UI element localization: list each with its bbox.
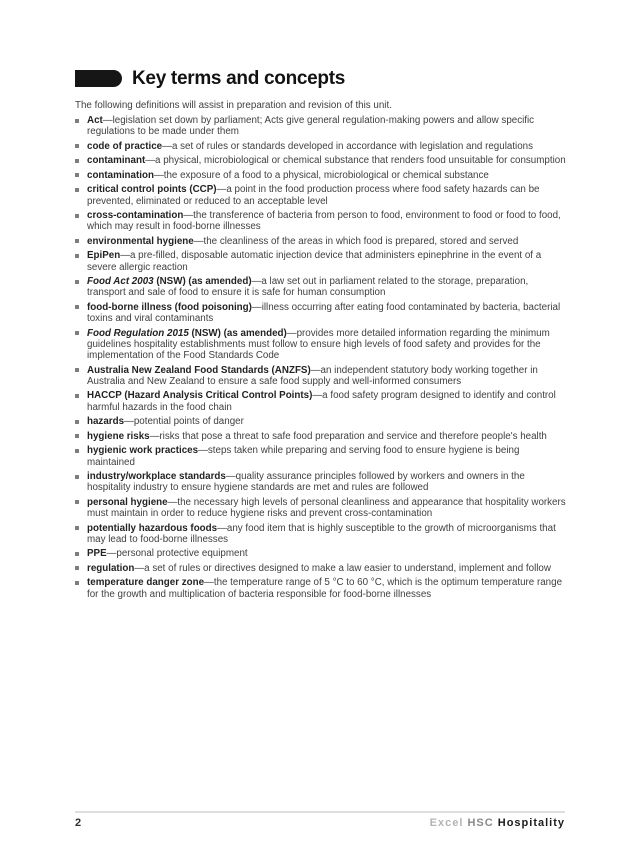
term-text	[87, 236, 567, 247]
term-name: Food Act 2003	[87, 276, 154, 288]
term-separator: —	[286, 327, 297, 339]
term-definition: the transference of bacteria from person to food, environment to food or food to food, which may result in food-borne illnesses	[87, 210, 561, 233]
term-text	[87, 170, 567, 181]
term-name: hygiene risks	[87, 430, 150, 442]
term-separator: —	[310, 364, 321, 376]
brand-hsc: HSC	[467, 817, 494, 829]
term-name: cross-contamination	[87, 210, 184, 222]
footer-rule	[75, 811, 565, 813]
intro-text: The following definitions will assist in preparation and revision of this unit.	[75, 100, 392, 111]
bullet-square-icon	[75, 331, 79, 335]
list-item	[75, 328, 567, 362]
term-definition: a pre-filled, disposable automatic injection device that administers epinephrine in the event of a severe allergic reaction	[87, 250, 542, 273]
term-separator: —	[198, 445, 208, 457]
term-definition: a food safety program designed to identify and control harmful hazards in the food chain	[87, 390, 556, 413]
term-name: industry/workplace standards	[87, 471, 226, 483]
term-definition: the temperature range of 5 °C to 60 °C, which is the optimum temperature range for the growth and multiplication of bacteria responsible for food-borne illnesses	[87, 577, 563, 600]
term-definition: a set of rules or standards developed in accordance with legislation and regulations	[171, 140, 534, 152]
term-separator: —	[225, 471, 236, 483]
term-definition: quality assurance principles followed by workers and owners in the hospitality industry to ensure hygiene standards are met and rules are followed	[87, 471, 525, 494]
term-separator: —	[204, 577, 214, 589]
list-item	[75, 390, 567, 413]
bullet-square-icon	[75, 214, 79, 218]
term-definition: provides more detailed information regarding the minimum guidelines hospitality establishments must follow to ensure high levels of food safety and provides for the implementation of the Food Standards Code	[87, 327, 550, 362]
term-text	[87, 210, 567, 233]
page-title: Key terms and concepts	[132, 68, 346, 89]
term-definition: legislation set down by parliament; Acts give general regulation-making powers and allow specific regulations to be made under them	[87, 115, 535, 138]
brand-logotype	[430, 817, 565, 829]
term-text	[87, 497, 567, 520]
terms-list	[75, 115, 567, 603]
bullet-square-icon	[75, 254, 79, 258]
list-item	[75, 276, 567, 299]
term-definition: potential points of danger	[133, 416, 244, 428]
list-item	[75, 563, 567, 574]
bullet-square-icon	[75, 368, 79, 372]
list-item	[75, 548, 567, 559]
term-separator: —	[167, 496, 178, 508]
bullet-square-icon	[75, 305, 79, 309]
bullet-square-icon	[75, 119, 79, 123]
list-item	[75, 497, 567, 520]
term-name: PPE	[87, 548, 107, 560]
list-item	[75, 365, 567, 388]
bullet-square-icon	[75, 552, 79, 556]
list-item	[75, 210, 567, 233]
term-name: hazards	[87, 416, 125, 428]
bullet-square-icon	[75, 449, 79, 453]
term-name: hygienic work practices	[87, 445, 199, 457]
bullet-square-icon	[75, 394, 79, 398]
list-item	[75, 155, 567, 166]
brand-excel: Excel	[429, 817, 464, 829]
term-suffix: (NSW) (as amended)	[188, 327, 287, 339]
term-definition: the necessary high levels of personal cleanliness and appearance that hospitality workers must maintain in order to reduce hygiene risks and prevent cross-contamination	[87, 496, 566, 520]
term-separator: —	[153, 169, 164, 181]
list-item	[75, 416, 567, 427]
term-text	[87, 390, 567, 413]
term-text	[87, 115, 567, 138]
term-definition: illness occurring after eating food contaminated by bacteria, bacterial toxins and viral contaminants	[87, 301, 561, 325]
section-header	[75, 69, 345, 88]
term-definition: a law set out in parliament related to the storage, preparation, transport and sale of food to ensure it is safe for human consumption	[87, 276, 529, 299]
term-definition: any food item that is highly susceptible to the growth of microorganisms that may lead to food-borne illnesses	[87, 522, 556, 545]
term-separator: —	[120, 250, 131, 262]
term-name: environmental hygiene	[87, 235, 194, 247]
term-text	[87, 276, 567, 299]
term-name: potentially hazardous foods	[87, 522, 218, 534]
list-item	[75, 250, 567, 273]
list-item	[75, 577, 567, 600]
list-item	[75, 431, 567, 442]
term-separator: —	[217, 522, 227, 534]
term-name: HACCP (Hazard Analysis Critical Control Points)	[87, 390, 313, 402]
section-tab-icon	[75, 70, 122, 87]
page-number: 2	[75, 817, 82, 829]
term-text	[87, 250, 567, 273]
bullet-square-icon	[75, 188, 79, 192]
term-name: temperature danger zone	[87, 577, 205, 589]
term-text	[87, 431, 567, 442]
term-definition: risks that pose a threat to safe food preparation and service and therefore people's health	[159, 430, 547, 442]
term-separator: —	[149, 430, 160, 442]
term-name: food-borne illness (food poisoning)	[87, 301, 252, 313]
list-item	[75, 141, 567, 152]
term-name: Australia New Zealand Food Standards (ANZFS)	[87, 364, 311, 376]
term-name: Act	[87, 115, 103, 126]
brand-series: Hospitality	[497, 817, 565, 829]
term-definition: steps taken while preparing and serving food to ensure hygiene is being maintained	[87, 445, 520, 468]
bullet-square-icon	[75, 434, 79, 438]
term-separator: —	[124, 416, 134, 428]
term-name: critical control points (CCP)	[87, 184, 217, 196]
term-separator: —	[145, 155, 156, 167]
footer-row	[75, 817, 565, 829]
term-separator: —	[216, 184, 227, 196]
term-name: contamination	[87, 169, 154, 181]
term-definition: an independent statutory body working together in Australia and New Zealand to ensure a safe food supply and well-informed consumers	[87, 364, 538, 387]
list-item	[75, 445, 567, 468]
term-separator: —	[134, 562, 145, 574]
bullet-square-icon	[75, 239, 79, 243]
term-text	[87, 548, 567, 559]
term-name: EpiPen	[87, 250, 121, 262]
page-footer	[75, 811, 565, 829]
bullet-square-icon	[75, 144, 79, 148]
term-definition: the cleanliness of the areas in which food is prepared, stored and served	[203, 235, 519, 247]
term-text	[87, 184, 567, 207]
bullet-square-icon	[75, 159, 79, 163]
term-text	[87, 577, 567, 600]
list-item	[75, 523, 567, 546]
term-separator: —	[251, 301, 262, 313]
term-name: Food Regulation 2015	[87, 327, 189, 339]
term-separator: —	[312, 390, 323, 402]
term-separator: —	[102, 115, 113, 126]
list-item	[75, 302, 567, 325]
term-text	[87, 155, 567, 166]
term-name: code of practice	[87, 140, 163, 152]
bullet-square-icon	[75, 280, 79, 284]
list-item	[75, 236, 567, 247]
term-definition: a physical, microbiological or chemical substance that renders food unsuitable for consumption	[155, 155, 566, 167]
term-separator: —	[251, 276, 262, 288]
term-definition: personal protective equipment	[116, 548, 248, 560]
bullet-square-icon	[75, 500, 79, 504]
list-item	[75, 170, 567, 181]
term-name: personal hygiene	[87, 496, 168, 508]
term-separator: —	[162, 140, 172, 152]
term-separator: —	[193, 235, 204, 247]
term-text	[87, 563, 567, 574]
term-text	[87, 445, 567, 468]
term-text	[87, 416, 567, 427]
term-separator: —	[106, 548, 117, 560]
term-suffix: (NSW) (as amended)	[153, 276, 252, 288]
term-text	[87, 302, 567, 325]
term-definition: a set of rules or directives designed to make a law easier to understand, implement and follow	[144, 562, 551, 574]
term-definition: a point in the food production process where food safety hazards can be prevented, eliminated or reduced to an acceptable level	[87, 184, 540, 207]
term-text	[87, 523, 567, 546]
term-definition: the exposure of a food to a physical, microbiological or chemical substance	[163, 169, 489, 181]
bullet-square-icon	[75, 420, 79, 424]
bullet-square-icon	[75, 581, 79, 585]
term-text	[87, 328, 567, 362]
term-name: regulation	[87, 562, 135, 574]
list-item	[75, 184, 567, 207]
bullet-square-icon	[75, 566, 79, 570]
term-name: contaminant	[87, 155, 146, 167]
term-text	[87, 141, 567, 152]
term-text	[87, 365, 567, 388]
term-separator: —	[183, 210, 194, 222]
bullet-square-icon	[75, 526, 79, 530]
term-text	[87, 471, 567, 494]
list-item	[75, 115, 567, 138]
list-item	[75, 471, 567, 494]
bullet-square-icon	[75, 475, 79, 479]
bullet-square-icon	[75, 173, 79, 177]
